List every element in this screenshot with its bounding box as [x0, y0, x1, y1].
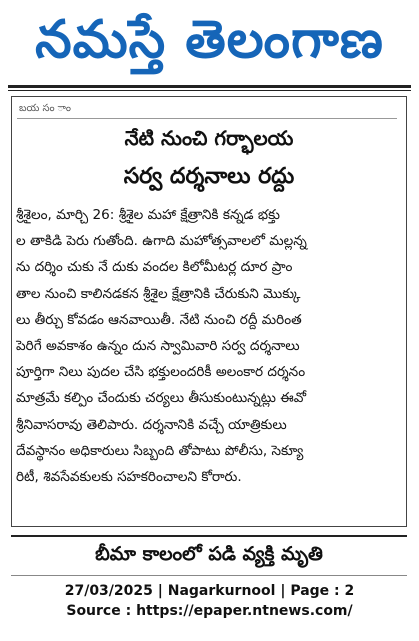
headline-line-2: సర్వ దర్శనాలు రద్దు: [123, 164, 295, 189]
date-edition-page: 27/03/2025 | Nagarkurnool | Page : 2: [64, 583, 355, 599]
headline-line-1: నేటి నుంచి గర్భాలయ: [124, 126, 294, 150]
newspaper-logo: నమస్తే తెలంగాణ: [35, 10, 384, 70]
source-url: Source : https://epaper.ntnews.com/: [66, 603, 353, 619]
body-line: పూర్తిగా నిలు పుదల చేసి భక్తులందరికీ అలంకార దర్శనం: [16, 364, 306, 381]
body-line: శ్రీశైలం, మార్చి 26: శ్రీశైల మహా క్షేత్రానికి కన్నడ భక్తు: [16, 207, 280, 223]
body-line: తాల నుంచి కాలినడకన శ్రీశైల క్షేత్రానికి చేరుకుని మొక్కు: [16, 285, 301, 302]
masthead: [0, 0, 419, 80]
body-line: ల తాకిడి పెరు గుతోంది. ఉగాది మహోత్సవాలలో మల్లన్న: [16, 233, 307, 250]
body-line: ను దర్శిం చుకు నే దుకు వందల కిలోమీటర్ల దూర ప్రాం: [16, 259, 293, 276]
body-line: శ్రీనివాసరావు తెలిపారు. దర్శనానికి వచ్చే యాత్రికులు: [16, 416, 287, 433]
second-article-clipping: [11, 535, 407, 576]
second-headline: బీమా కాలంలో పడి వ్యక్తి మృతి: [95, 543, 323, 565]
divider: [17, 118, 397, 119]
cut-off-text: బయ సం ాం: [19, 103, 71, 114]
body-line: పెరిగే అవకాశం ఉన్నం దున స్వామివారి సర్వ దర్శనాలు: [16, 338, 300, 355]
article-clipping: [11, 96, 407, 529]
body-line: దేవస్థానం అధికారులు సిబ్బంది తోపాటు పోలీసు, సెక్యూ: [16, 442, 304, 459]
article-body: [16, 202, 400, 490]
masthead-rule-thin: [8, 90, 411, 91]
masthead-rule-thick: [8, 85, 411, 88]
body-line: లు తీర్చు కోవడం ఆనవాయితీ. నేటి నుంచి రద్దీ మరింత: [16, 311, 302, 328]
body-line: మాత్రమే కల్పిం చేందుకు చర్యలు తీసుకుంటున్నట్లు ఈవో: [16, 390, 307, 407]
body-line: రిటీ, శివసేవకులకు సహకరించాలని కోరారు.: [16, 469, 242, 486]
